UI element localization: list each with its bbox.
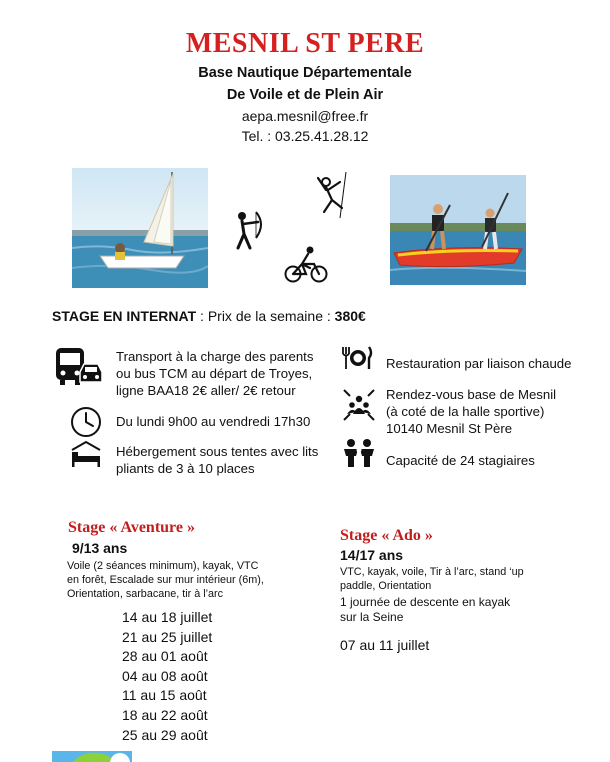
clock-icon bbox=[68, 404, 104, 440]
archer-icon bbox=[232, 210, 268, 252]
info-line: Rendez-vous base de Mesnil bbox=[386, 387, 557, 402]
logo-fragment bbox=[52, 750, 132, 762]
subtitle-base-nautique: Base Nautique Départementale bbox=[198, 65, 412, 81]
description-line: sur la Seine bbox=[340, 610, 404, 624]
subtitle-voile-plein-air: De Voile et de Plein Air bbox=[226, 87, 384, 103]
contact-email[interactable]: aepa.mesnil@free.fr bbox=[241, 108, 369, 124]
info-line: pliants de 3 à 10 places bbox=[116, 461, 255, 476]
info-line: Capacité de 24 stagiaires bbox=[386, 453, 535, 468]
info-line: ou bus TCM au départ de Troyes, bbox=[116, 366, 313, 381]
description-line: en forêt, Escalade sur mur intérieur (6m), bbox=[67, 574, 264, 586]
bus-car-icon bbox=[54, 346, 104, 388]
cyclist-icon bbox=[284, 246, 328, 284]
date-item: 18 au 22 août bbox=[122, 706, 208, 723]
stage-aventure-description bbox=[67, 559, 264, 601]
stage-aventure-age: 9/13 ans bbox=[72, 540, 128, 556]
description-line: paddle, Orientation bbox=[340, 580, 432, 592]
info-rendez-vous bbox=[386, 386, 556, 437]
stage-ado-title: Stage « Ado » bbox=[340, 527, 433, 544]
date-item: 11 au 15 août bbox=[122, 687, 207, 704]
stage-aventure-title: Stage « Aventure » bbox=[68, 519, 195, 536]
info-line: (à coté de la halle sportive) bbox=[386, 404, 545, 419]
date-item: 28 au 01 août bbox=[122, 648, 208, 665]
stage-internat-label: STAGE EN INTERNAT bbox=[52, 308, 197, 324]
date-item: 07 au 11 juillet bbox=[340, 637, 430, 653]
description-line: VTC, kayak, voile, Tir à l’arc, stand ‘up bbox=[340, 566, 524, 578]
kayak-photo bbox=[390, 175, 526, 285]
contact-phone: Tel. : 03.25.41.28.12 bbox=[241, 128, 369, 144]
description-line: 1 journée de descente en kayak bbox=[340, 595, 511, 609]
description-line: Voile (2 séances minimum), kayak, VTC bbox=[67, 560, 259, 572]
info-capacity bbox=[386, 452, 535, 469]
meeting-point-icon bbox=[342, 388, 376, 422]
info-line: Transport à la charge des parents bbox=[116, 349, 314, 364]
stage-price-label: : Prix de la semaine : bbox=[196, 308, 335, 324]
group-icon bbox=[342, 438, 376, 468]
stage-ado-activities bbox=[340, 565, 524, 593]
plate-cutlery-icon bbox=[340, 345, 374, 371]
description-line: Orientation, sarbacane, tir à l’arc bbox=[67, 588, 224, 600]
date-item: 25 au 29 août bbox=[122, 726, 208, 743]
date-item: 04 au 08 août bbox=[122, 667, 208, 684]
stage-price: 380€ bbox=[334, 308, 366, 324]
info-schedule bbox=[116, 413, 310, 430]
info-line: ligne BAA18 2€ aller/ 2€ retour bbox=[116, 383, 296, 398]
date-item: 14 au 18 juillet bbox=[122, 609, 213, 625]
tent-bed-icon bbox=[68, 440, 104, 468]
info-line: Hébergement sous tentes avec lits bbox=[116, 444, 319, 459]
stage-ado-age: 14/17 ans bbox=[340, 547, 404, 563]
stage-ado-description bbox=[340, 595, 510, 625]
date-item: 21 au 25 juillet bbox=[122, 628, 213, 645]
info-line: Du lundi 9h00 au vendredi 17h30 bbox=[116, 414, 311, 429]
stage-aventure-dates bbox=[122, 608, 212, 745]
stage-internat-line bbox=[52, 308, 366, 324]
info-line: 10140 Mesnil St Père bbox=[386, 421, 513, 436]
sailing-photo bbox=[72, 168, 208, 288]
info-transport bbox=[116, 348, 313, 399]
climber-icon bbox=[310, 172, 354, 220]
info-accommodation bbox=[116, 443, 318, 477]
info-restauration bbox=[386, 355, 571, 372]
page-title: MESNIL ST PERE bbox=[185, 28, 425, 59]
stage-ado-dates bbox=[340, 636, 429, 656]
info-line: Restauration par liaison chaude bbox=[386, 356, 572, 371]
